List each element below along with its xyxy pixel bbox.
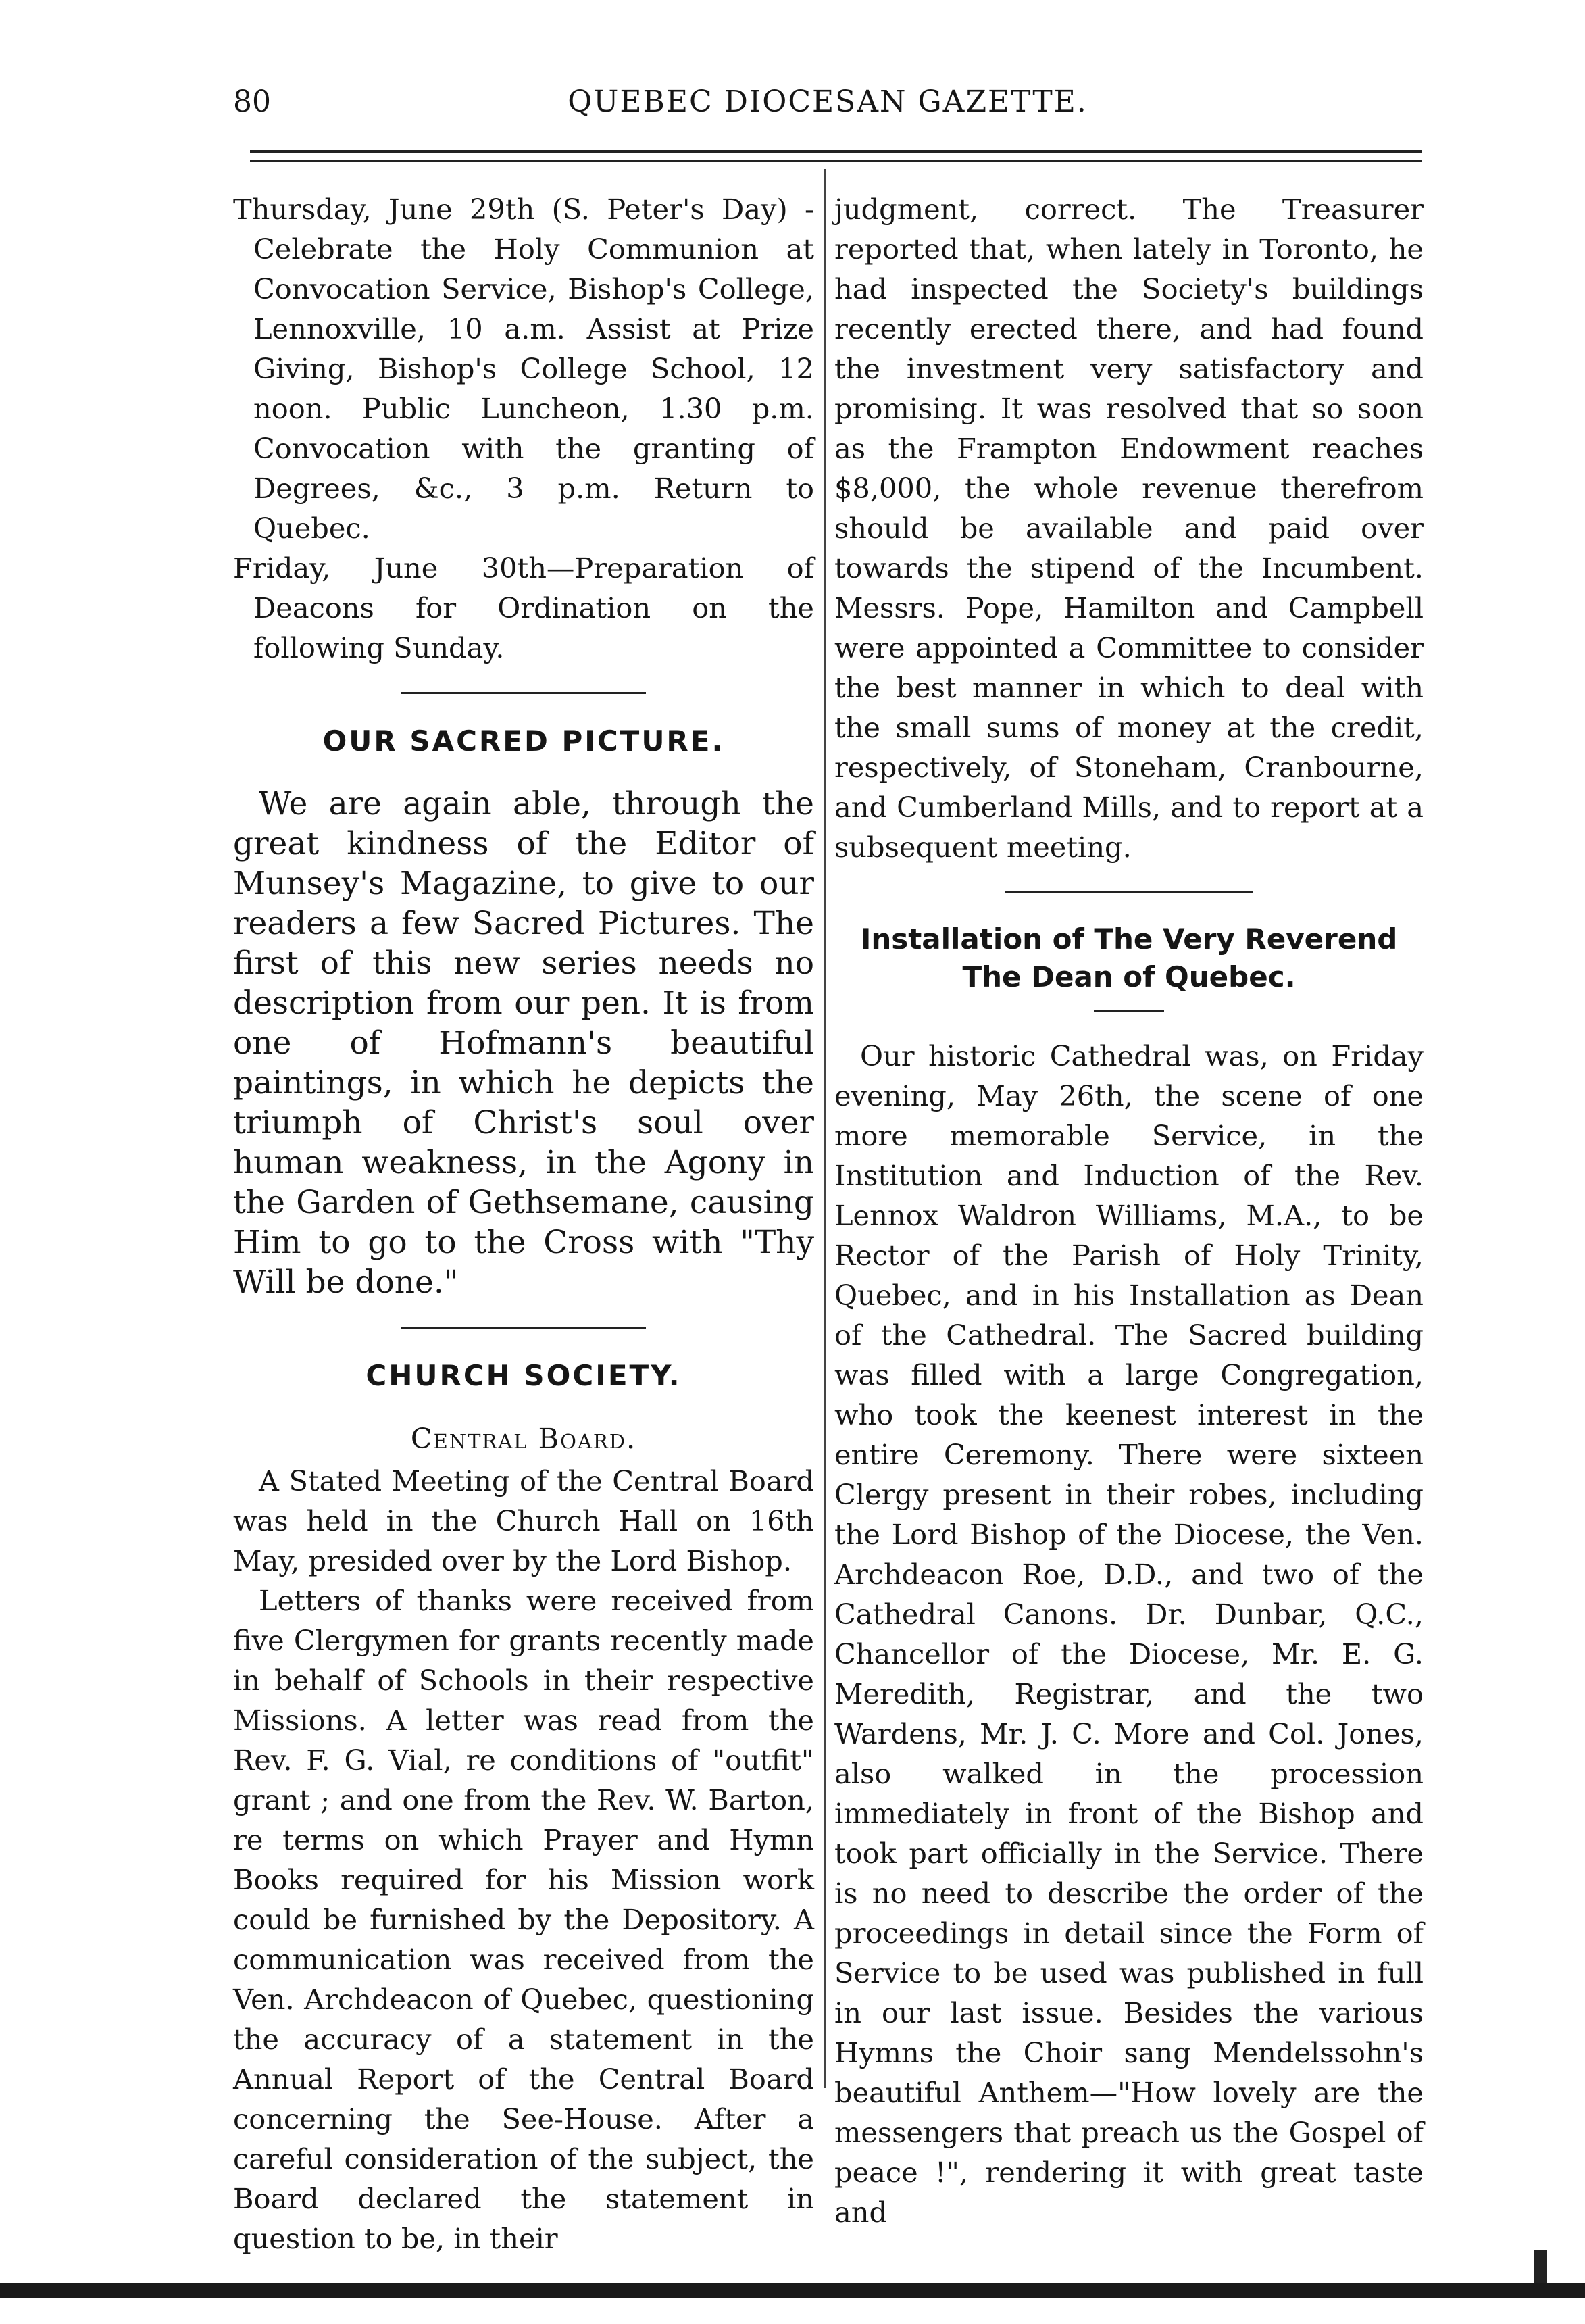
running-title: QUEBEC DIOCESAN GAZETTE. — [568, 84, 1088, 119]
right-column — [834, 189, 1424, 2232]
section-separator — [401, 692, 645, 694]
page-number: 80 — [233, 84, 271, 119]
installation-text: Our historic Cathedral was, on Friday evening, May 26th, the scene of one more memorable Service, in the Institution and Induction of the Rev. Lennox Waldron Williams, M.A., to be Rector of the Parish of Holy Trinity, Quebec, and in his Installation as Dean of the Cathedral. The Sacred building was filled with a large Congregation, who took the keenest interest in the entire Ceremony. There were sixteen Clergy present in their robes, including the Lord Bishop of the Diocese, the Ven. Archdeacon Roe, D.D., and two of the Cathedral Canons. Dr. Dunbar, Q.C., Chancellor of the Diocese, Mr. E. G. Meredith, Registrar, and the two Wardens, Mr. J. C. More and Col. Jones, also walked in the procession immediately in front of the Bishop and took part officially in the Service. There is no need to describe the order of the proceedings in detail since the Form of Service to be used was published in full in our last issue. Besides the various Hymns the Choir sang Mendelssohn's beautiful Anthem—"How lovely are the messengers that preach us the Gospel of peace !", rendering it with great taste and — [834, 1039, 1424, 2229]
installation-heading: Installation of The Very Reverend The Dean of Quebec. — [860, 922, 1398, 993]
left-column — [233, 189, 814, 2258]
header-double-rule — [250, 150, 1422, 162]
diary-entry-thursday: Thursday, June 29th (S. Peter's Day) - Celebrate the Holy Communion at Convocation Service, Bishop's College, Lennoxville, 10 a.m. Assist at Prize Giving, Bishop's College School, 12 noon. Public Luncheon, 1.30 p.m. Convocation with the granting of Degrees, &c., 3 p.m. Return to Quebec. — [233, 193, 814, 545]
column-divider — [824, 169, 826, 2088]
section-separator — [1005, 891, 1253, 893]
scan-bottom-edge — [0, 2283, 1585, 2298]
section-separator — [401, 1327, 645, 1329]
church-society-paragraph: Letters of thanks were received from five Clergymen for grants recently made in behalf of Schools in their respective Missions. A letter was read from the Rev. F. G. Vial, re conditions of "outfit" grant ; and one from the Rev. W. Barton, re terms on which Prayer and Hymn Books required for his Mission work could be furnished by the Depository. A communication was received from the Ven. Archdeacon of Quebec, questioning the accuracy of a statement in the Annual Report of the Central Board concerning the See-House. After a careful consideration of the subject, the Board declared the statement in question to be, in their — [233, 1584, 814, 2255]
sacred-picture-text: We are again able, through the great kindness of the Editor of Munsey's Magazine, to give to our readers a few Sacred Pictures. The first of this new series needs no description from our pen. It is from one of Hofmann's beautiful paintings, in which he depicts the triumph of Christ's soul over human weakness, in the Agony in the Garden of Gethsemane, causing Him to go to the Cross with "Thy Will be done." — [233, 785, 814, 1301]
scan-edge-mark — [1534, 2250, 1547, 2284]
page-header — [233, 84, 1422, 132]
church-society-heading: CHURCH SOCIETY. — [366, 1359, 682, 1392]
sacred-picture-heading: OUR SACRED PICTURE. — [322, 724, 725, 758]
church-society-paragraph: A Stated Meeting of the Central Board was held in the Church Hall on 16th May, presided over by the Lord Bishop. — [233, 1464, 814, 1577]
central-board-subheading: Central Board. — [410, 1422, 637, 1455]
diary-entry-friday: Friday, June 30th—Preparation of Deacons for Ordination on the following Sunday. — [233, 551, 814, 664]
church-society-continuation: judgment, correct. The Treasurer reported that, when lately in Toronto, he had inspected the Society's buildings recently erected there, and had found the investment very satisfactory and promising. It was resolved that so soon as the Frampton Endowment reaches $8,000, the whole revenue therefrom should be available and paid over towards the stipend of the Incumbent. Messrs. Pope, Hamilton and Campbell were appointed a Committee to consider the best manner in which to deal with the small sums of money at the credit, respectively, of Stoneham, Cranbourne, and Cumberland Mills, and to report at a subsequent meeting. — [834, 193, 1424, 864]
short-separator — [1094, 1010, 1165, 1012]
